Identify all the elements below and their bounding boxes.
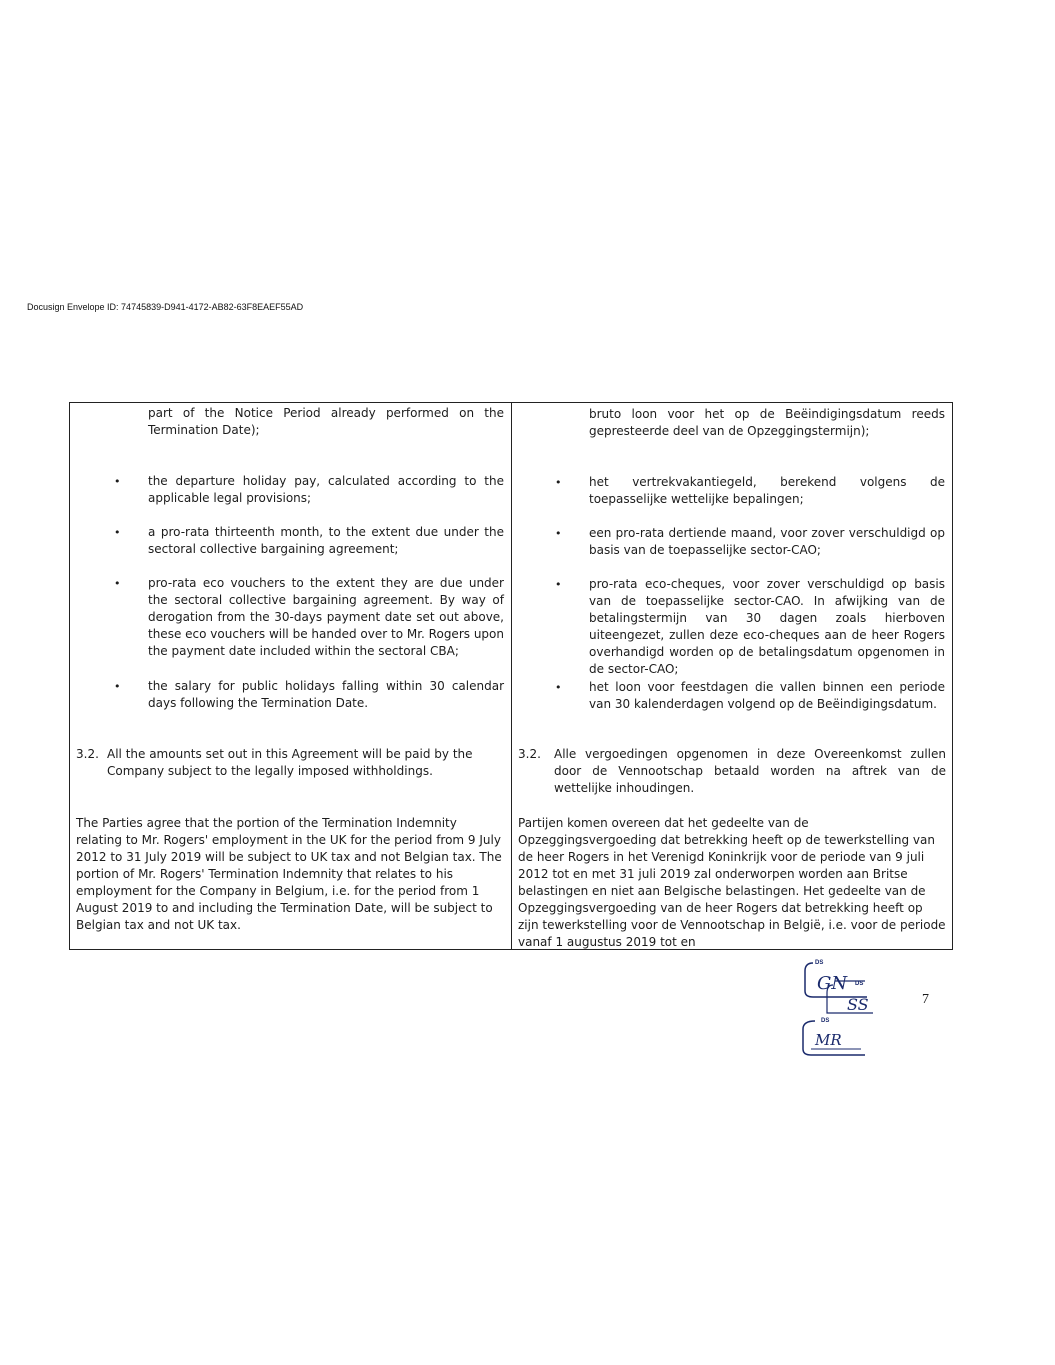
left-bullet-marker: • [114,526,121,539]
right-bullet-2: een pro-rata dertiende maand, voor zover verschuldigd op basis van de toepasselijke sector-CAO; [589,526,945,557]
left-bullet-marker: • [114,475,121,488]
signature-initials [795,955,885,1065]
left-bullet-2: a pro-rata thirteenth month, to the extent due under the sectoral collective bargaining agreement; [148,525,504,556]
left-intro: part of the Notice Period already performed on the Termination Date); [148,406,504,437]
right-bullet-marker: • [555,578,562,591]
initials-mr: MR [815,1031,842,1049]
left-bullet-3: pro-rata eco vouchers to the extent they are due under the sectoral collective bargaining agreement. By way of derogation from the 30-days payment date set out above, these eco vouchers will be handed over to Mr. Rogers upon the payment date included within the sectoral CBA; [148,576,504,658]
right-intro: bruto loon voor het op de Beëindigingsdatum reeds gepresteerde deel van de Opzeggingstermijn); [589,407,945,438]
ds-tag: DS [815,960,824,966]
right-bullet-marker: • [555,681,562,694]
right-bullet-1: het vertrekvakantiegeld, berekend volgens de toepasselijke wettelijke bepalingen; [589,475,945,506]
page-number: 7 [922,992,929,1007]
envelope-id: Docusign Envelope ID: 74745839-D941-4172-AB82-63F8EAEF55AD [27,302,304,312]
right-clause-number: 3.2. [518,747,541,761]
left-clause-text: All the amounts set out in this Agreement will be paid by the Company subject to the legally imposed withholdings. [107,747,473,778]
right-paragraph: Partijen komen overeen dat het gedeelte van de Opzeggingsvergoeding dat betrekking heeft op de tewerkstelling van de heer Rogers in het Verenigd Koninkrijk voor de periode van 9 juli 2012 tot en met 31 juli 2019 zal onderworpen worden aan Britse belastingen en niet aan Belgische belastingen. Het gedeelte van de Opzeggingsvergoeding van de heer Rogers dat betrekking heeft op zijn tewerkstelling voor de Vennootschap in België, i.e. voor de periode vanaf 1 augustus 2019 tot en [518,816,946,949]
column-divider [511,403,512,949]
left-clause-number: 3.2. [76,747,99,761]
left-bullet-marker: • [114,577,121,590]
right-clause-text: Alle vergoedingen opgenomen in deze Overeenkomst zullen door de Vennootschap betaald worden na aftrek van de wettelijke inhoudingen. [554,747,946,795]
right-bullet-marker: • [555,527,562,540]
right-bullet-3: pro-rata eco-cheques, voor zover verschuldigd op basis van de toepasselijke sector-CAO. In afwijking van de betalingstermijn van 30 dagen zoals hierboven uiteengezet, zullen deze eco-cheques aan de heer Rogers overhandigd worden op de betalingsdatum opgenomen in de sector-CAO; [589,577,945,676]
left-paragraph: The Parties agree that the portion of the Termination Indemnity relating to Mr. Rogers' employment in the UK for the period from 9 July 2012 to 31 July 2019 will be subject to UK tax and not Belgian tax. The portion of Mr. Rogers' Termination Indemnity that relates to his employment for the Company in Belgium, i.e. for the period from 1 August 2019 to and including the Termination Date, will be subject to Belgian tax and not UK tax. [76,816,502,932]
left-bullet-marker: • [114,680,121,693]
signature-drawing [795,955,885,1065]
left-bullet-4: the salary for public holidays falling within 30 calendar days following the Termination Date. [148,679,504,710]
ds-tag: DS [821,1018,830,1024]
bilingual-table [69,402,953,950]
right-bullet-4: het loon voor feestdagen die vallen binnen een periode van 30 kalenderdagen volgend op de Beëindigingsdatum. [589,680,945,711]
initials-gn: GN [817,973,848,994]
ds-tag: DS [855,981,864,987]
initials-ss: SS [847,995,869,1014]
left-bullet-1: the departure holiday pay, calculated according to the applicable legal provisions; [148,474,504,505]
right-bullet-marker: • [555,476,562,489]
